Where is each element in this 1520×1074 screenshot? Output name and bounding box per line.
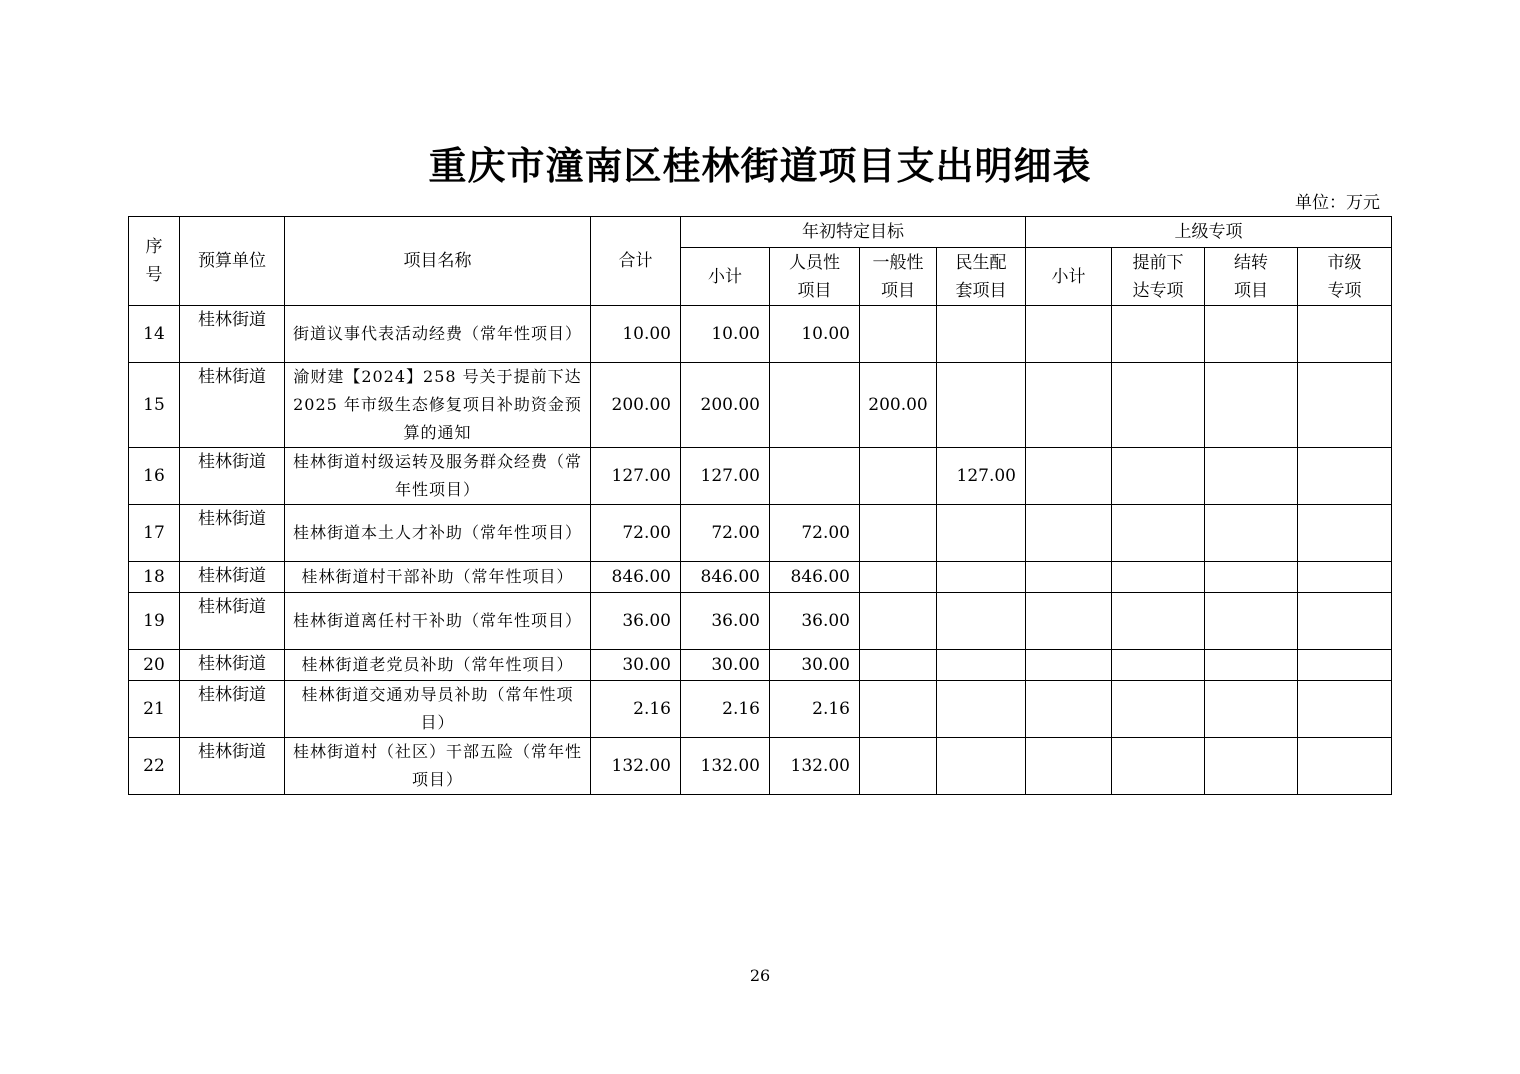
cell-project-name: 桂林街道交通劝导员补助（常年性项目） <box>285 681 591 738</box>
cell-superior-subtotal <box>1026 448 1112 505</box>
header-personnel: 人员性 项目 <box>770 248 860 306</box>
cell-initial-subtotal: 846.00 <box>681 562 770 593</box>
cell-superior-subtotal <box>1026 363 1112 448</box>
cell-city-level <box>1298 363 1392 448</box>
cell-seq: 15 <box>129 363 180 448</box>
table-row <box>129 306 1392 363</box>
cell-project-name: 桂林街道村干部补助（常年性项目） <box>285 562 591 593</box>
cell-carryover <box>1205 681 1298 738</box>
cell-personnel: 36.00 <box>770 593 860 650</box>
cell-superior-subtotal <box>1026 593 1112 650</box>
cell-superior-subtotal <box>1026 505 1112 562</box>
cell-project-name: 街道议事代表活动经费（常年性项目） <box>285 306 591 363</box>
table-row <box>129 448 1392 505</box>
cell-project-name: 桂林街道本土人才补助（常年性项目） <box>285 505 591 562</box>
cell-seq: 19 <box>129 593 180 650</box>
header-row-1 <box>129 217 1392 248</box>
cell-budget-unit: 桂林街道 <box>180 650 285 681</box>
cell-initial-subtotal: 200.00 <box>681 363 770 448</box>
cell-carryover <box>1205 306 1298 363</box>
cell-livelihood <box>937 681 1026 738</box>
cell-city-level <box>1298 306 1392 363</box>
cell-carryover <box>1205 650 1298 681</box>
header-general: 一般性 项目 <box>860 248 937 306</box>
cell-general <box>860 448 937 505</box>
cell-carryover <box>1205 363 1298 448</box>
cell-superior-subtotal <box>1026 738 1112 795</box>
cell-city-level <box>1298 650 1392 681</box>
cell-livelihood <box>937 738 1026 795</box>
cell-personnel: 30.00 <box>770 650 860 681</box>
header-total: 合计 <box>591 217 681 306</box>
unit-label: 单位：万元 <box>1295 193 1380 213</box>
cell-personnel: 72.00 <box>770 505 860 562</box>
table-row <box>129 738 1392 795</box>
cell-livelihood <box>937 562 1026 593</box>
cell-budget-unit: 桂林街道 <box>180 562 285 593</box>
cell-personnel <box>770 448 860 505</box>
cell-city-level <box>1298 562 1392 593</box>
cell-general <box>860 562 937 593</box>
cell-carryover <box>1205 448 1298 505</box>
document-title: 重庆市潼南区桂林街道项目支出明细表 <box>428 143 1092 188</box>
header-initial-subtotal: 小计 <box>681 248 770 306</box>
header-seq: 序 号 <box>129 217 180 306</box>
table-row <box>129 681 1392 738</box>
cell-total: 10.00 <box>591 306 681 363</box>
cell-total: 132.00 <box>591 738 681 795</box>
cell-total: 200.00 <box>591 363 681 448</box>
cell-total: 30.00 <box>591 650 681 681</box>
cell-livelihood <box>937 593 1026 650</box>
header-budget-unit: 预算单位 <box>180 217 285 306</box>
cell-seq: 21 <box>129 681 180 738</box>
table-row <box>129 593 1392 650</box>
cell-livelihood <box>937 650 1026 681</box>
cell-advance <box>1112 650 1205 681</box>
cell-total: 2.16 <box>591 681 681 738</box>
cell-project-name: 桂林街道老党员补助（常年性项目） <box>285 650 591 681</box>
table-row <box>129 562 1392 593</box>
cell-advance <box>1112 562 1205 593</box>
header-carryover: 结转 项目 <box>1205 248 1298 306</box>
cell-personnel: 10.00 <box>770 306 860 363</box>
cell-advance <box>1112 505 1205 562</box>
header-city-level: 市级 专项 <box>1298 248 1392 306</box>
cell-carryover <box>1205 505 1298 562</box>
cell-personnel: 846.00 <box>770 562 860 593</box>
cell-total: 127.00 <box>591 448 681 505</box>
cell-initial-subtotal: 10.00 <box>681 306 770 363</box>
cell-general <box>860 681 937 738</box>
cell-personnel: 2.16 <box>770 681 860 738</box>
header-project-name: 项目名称 <box>285 217 591 306</box>
header-superior-subtotal: 小计 <box>1026 248 1112 306</box>
cell-seq: 22 <box>129 738 180 795</box>
cell-city-level <box>1298 681 1392 738</box>
cell-city-level <box>1298 738 1392 795</box>
cell-initial-subtotal: 30.00 <box>681 650 770 681</box>
header-group-superior: 上级专项 <box>1026 217 1392 248</box>
cell-initial-subtotal: 127.00 <box>681 448 770 505</box>
cell-livelihood <box>937 505 1026 562</box>
cell-advance <box>1112 306 1205 363</box>
cell-livelihood <box>937 363 1026 448</box>
cell-carryover <box>1205 562 1298 593</box>
cell-general <box>860 505 937 562</box>
cell-total: 36.00 <box>591 593 681 650</box>
cell-superior-subtotal <box>1026 562 1112 593</box>
cell-general: 200.00 <box>860 363 937 448</box>
cell-project-name: 桂林街道村（社区）干部五险（常年性项目） <box>285 738 591 795</box>
project-expenditure-table <box>128 216 1392 795</box>
cell-initial-subtotal: 2.16 <box>681 681 770 738</box>
cell-superior-subtotal <box>1026 681 1112 738</box>
cell-advance <box>1112 681 1205 738</box>
cell-general <box>860 306 937 363</box>
cell-general <box>860 593 937 650</box>
cell-seq: 17 <box>129 505 180 562</box>
cell-total: 72.00 <box>591 505 681 562</box>
cell-city-level <box>1298 448 1392 505</box>
cell-superior-subtotal <box>1026 650 1112 681</box>
header-advance: 提前下 达专项 <box>1112 248 1205 306</box>
cell-livelihood: 127.00 <box>937 448 1026 505</box>
cell-livelihood <box>937 306 1026 363</box>
cell-seq: 20 <box>129 650 180 681</box>
cell-initial-subtotal: 36.00 <box>681 593 770 650</box>
cell-seq: 18 <box>129 562 180 593</box>
cell-initial-subtotal: 72.00 <box>681 505 770 562</box>
header-livelihood: 民生配 套项目 <box>937 248 1026 306</box>
header-group-initial: 年初特定目标 <box>681 217 1026 248</box>
table-row <box>129 363 1392 448</box>
cell-carryover <box>1205 738 1298 795</box>
cell-general <box>860 650 937 681</box>
cell-general <box>860 738 937 795</box>
cell-advance <box>1112 738 1205 795</box>
cell-city-level <box>1298 593 1392 650</box>
cell-project-name: 桂林街道村级运转及服务群众经费（常年性项目） <box>285 448 591 505</box>
cell-project-name: 桂林街道离任村干补助（常年性项目） <box>285 593 591 650</box>
cell-budget-unit: 桂林街道 <box>180 363 285 448</box>
cell-personnel: 132.00 <box>770 738 860 795</box>
cell-budget-unit: 桂林街道 <box>180 738 285 795</box>
table-row <box>129 650 1392 681</box>
cell-superior-subtotal <box>1026 306 1112 363</box>
cell-initial-subtotal: 132.00 <box>681 738 770 795</box>
cell-advance <box>1112 448 1205 505</box>
cell-city-level <box>1298 505 1392 562</box>
cell-total: 846.00 <box>591 562 681 593</box>
cell-budget-unit: 桂林街道 <box>180 505 285 562</box>
cell-budget-unit: 桂林街道 <box>180 306 285 363</box>
table-row <box>129 505 1392 562</box>
cell-budget-unit: 桂林街道 <box>180 448 285 505</box>
cell-project-name: 渝财建【2024】258 号关于提前下达 2025 年市级生态修复项目补助资金预算的通知 <box>285 363 591 448</box>
cell-advance <box>1112 593 1205 650</box>
cell-budget-unit: 桂林街道 <box>180 593 285 650</box>
cell-personnel <box>770 363 860 448</box>
cell-carryover <box>1205 593 1298 650</box>
page-number: 26 <box>749 966 771 985</box>
cell-seq: 14 <box>129 306 180 363</box>
cell-advance <box>1112 363 1205 448</box>
cell-budget-unit: 桂林街道 <box>180 681 285 738</box>
cell-seq: 16 <box>129 448 180 505</box>
